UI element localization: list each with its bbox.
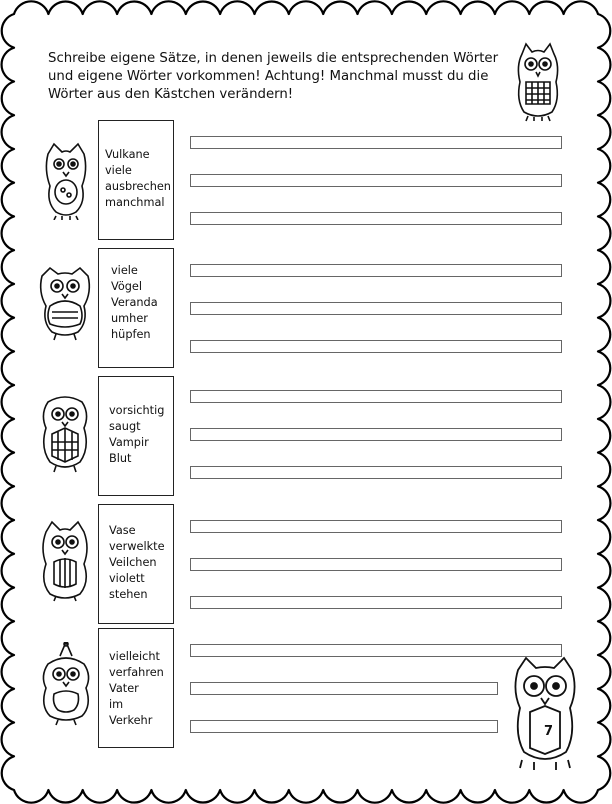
writing-line[interactable] bbox=[190, 682, 498, 695]
word-item: Blut bbox=[109, 452, 132, 465]
word-item: Vater bbox=[109, 682, 139, 695]
writing-line[interactable] bbox=[190, 264, 562, 277]
word-box bbox=[98, 376, 174, 496]
word-item: verwelkte bbox=[109, 540, 165, 553]
word-item: im bbox=[109, 698, 124, 711]
word-box bbox=[98, 120, 174, 240]
word-item: Vögel bbox=[111, 280, 143, 293]
word-item: violett bbox=[109, 572, 145, 585]
owl-icon bbox=[40, 140, 92, 220]
writing-line[interactable] bbox=[190, 390, 562, 403]
writing-line[interactable] bbox=[190, 428, 562, 441]
word-box bbox=[98, 248, 174, 368]
word-item: ausbrechen bbox=[105, 180, 171, 193]
word-item: viele bbox=[105, 164, 132, 177]
word-item: stehen bbox=[109, 588, 148, 601]
word-box bbox=[98, 504, 174, 624]
writing-line[interactable] bbox=[190, 644, 562, 657]
word-item: Veranda bbox=[111, 296, 158, 309]
word-item: manchmal bbox=[105, 196, 165, 209]
instructions-line: Schreibe eigene Sätze, in denen jeweils die entsprechenden Wörter bbox=[48, 51, 499, 66]
owl-icon bbox=[36, 266, 94, 342]
writing-line[interactable] bbox=[190, 212, 562, 225]
word-item: Vampir bbox=[109, 436, 149, 449]
owl-icon bbox=[38, 520, 92, 602]
word-item: Verkehr bbox=[109, 714, 153, 727]
instructions-text bbox=[48, 50, 518, 104]
writing-line[interactable] bbox=[190, 558, 562, 571]
page-number: 7 bbox=[544, 724, 554, 739]
writing-line[interactable] bbox=[190, 340, 562, 353]
instructions-line: Wörter aus den Kästchen verändern! bbox=[48, 87, 294, 102]
owl-icon bbox=[510, 656, 580, 772]
writing-line[interactable] bbox=[190, 466, 562, 479]
word-item: vorsichtig bbox=[109, 404, 165, 417]
writing-line[interactable] bbox=[190, 136, 562, 149]
owl-icon bbox=[38, 642, 94, 726]
word-item: verfahren bbox=[109, 666, 164, 679]
word-item: Vase bbox=[109, 524, 136, 537]
instructions-line: und eigene Wörter vorkommen! Achtung! Manchmal musst du die bbox=[48, 69, 489, 84]
writing-line[interactable] bbox=[190, 302, 562, 315]
word-item: saugt bbox=[109, 420, 141, 433]
word-box bbox=[98, 628, 174, 748]
owl-icon bbox=[38, 394, 92, 474]
word-item: umher bbox=[111, 312, 148, 325]
word-item: Veilchen bbox=[109, 556, 157, 569]
owl-icon bbox=[512, 42, 564, 122]
writing-line[interactable] bbox=[190, 520, 562, 533]
writing-line[interactable] bbox=[190, 596, 562, 609]
word-item: hüpfen bbox=[111, 328, 151, 341]
writing-line[interactable] bbox=[190, 720, 498, 733]
word-item: vielleicht bbox=[109, 650, 160, 663]
writing-line[interactable] bbox=[190, 174, 562, 187]
word-item: viele bbox=[111, 264, 138, 277]
word-item: Vulkane bbox=[105, 148, 150, 161]
